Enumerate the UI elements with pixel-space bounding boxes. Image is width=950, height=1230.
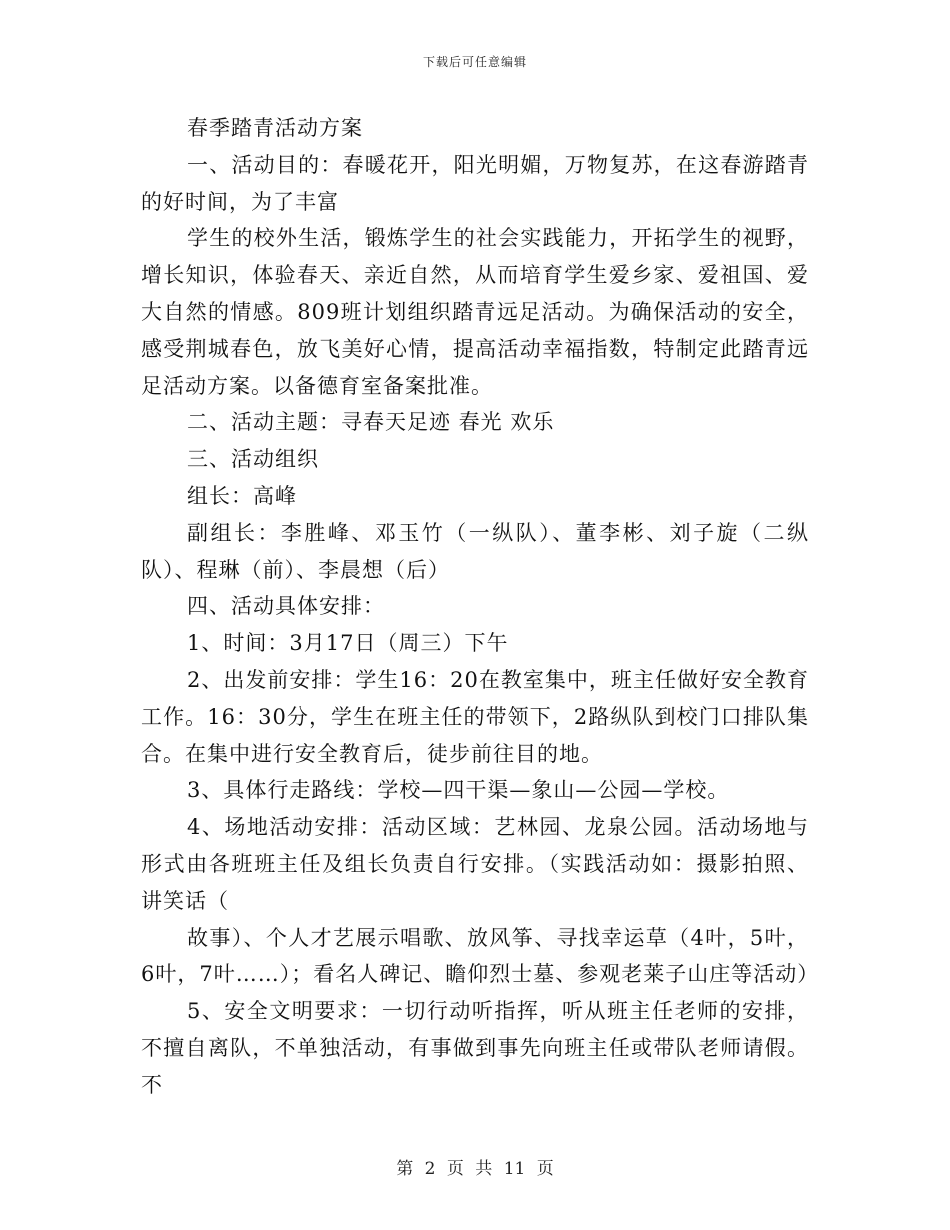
page-header: 下载后可任意编辑 <box>422 55 527 69</box>
page-footer: 第 2 页 共 11 页 <box>396 1159 554 1179</box>
paragraph: 副组长：李胜峰、邓玉竹（一纵队）、董李彬、刘子旋（二纵队）、程琳（前）、李晨想（后） <box>141 520 809 582</box>
paragraph: 2、出发前安排：学生16：20在教室集中，班主任做好安全教育工作。16：30分，学生在班主任的带领下，2路纵队到校门口排队集合。在集中进行安全教育后，徒步前往目的地。 <box>141 667 809 766</box>
paragraph: 组长：高峰 <box>187 483 297 508</box>
paragraph: 3、具体行走路线：学校—四干渠—象山—公园—学校。 <box>187 778 730 803</box>
paragraph: 二、活动主题：寻春天足迹 春光 欢乐 <box>187 410 555 435</box>
document-body <box>141 110 820 1104</box>
paragraph: 故事）、个人才艺展示唱歌、放风筝、寻找幸运草（4叶，5叶，6叶，7叶……）；看名人碑记、瞻仰烈士墓、参观老莱子山庄等活动） <box>141 925 820 987</box>
paragraph: 学生的校外生活，锻炼学生的社会实践能力，开拓学生的视野，增长知识，体验春天、亲近自然，从而培育学生爱乡家、爱祖国、爱大自然的情感。809班计划组织踏青远足活动。为确保活动的安全，感受荆城春色，放飞美好心情，提高活动幸福指数，特制定此踏青远足活动方案。以备德育室备案批准。 <box>141 226 809 398</box>
paragraph: 三、活动组织 <box>187 447 319 472</box>
paragraph: 1、时间：3月17日（周三）下午 <box>187 631 509 656</box>
paragraph: 四、活动具体安排： <box>187 594 385 619</box>
paragraph: 5、安全文明要求：一切行动听指挥，听从班主任老师的安排，不擅自离队，不单独活动，有事做到事先向班主任或带队老师请假。不 <box>141 999 809 1097</box>
doc-title: 春季踏青活动方案 <box>187 116 363 140</box>
paragraph: 4、场地活动安排：活动区域：艺林园、龙泉公园。活动场地与形式由各班班主任及组长负责自行安排。（实践活动如：摄影拍照、讲笑话（ <box>141 815 809 913</box>
paragraph: 一、活动目的：春暖花开，阳光明媚，万物复苏，在这春游踏青的好时间，为了丰富 <box>141 152 809 214</box>
